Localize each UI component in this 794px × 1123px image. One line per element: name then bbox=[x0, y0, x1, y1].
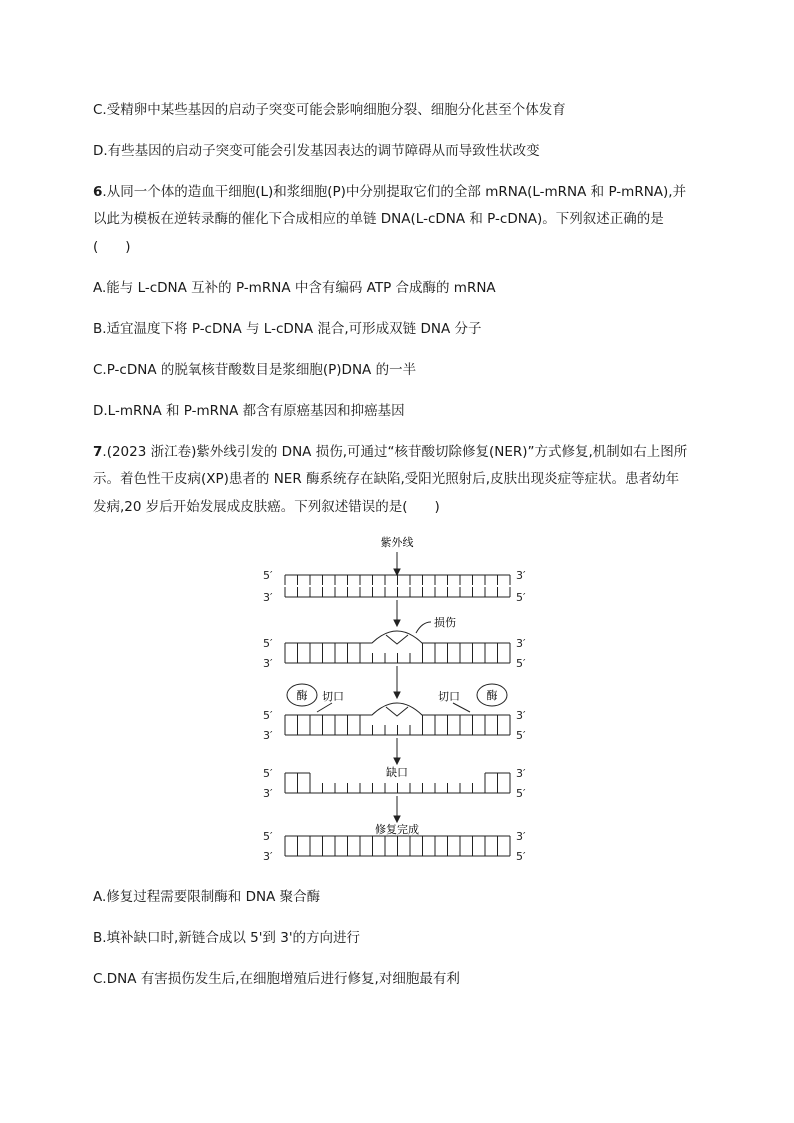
cut-left-label: 切口 bbox=[322, 690, 344, 703]
strand-end-label: 5′ bbox=[516, 729, 526, 742]
gap-label: 缺口 bbox=[386, 766, 408, 779]
thymine-dimer bbox=[386, 707, 408, 716]
strand-end-label: 5′ bbox=[263, 767, 273, 780]
uv-label: 紫外线 bbox=[380, 536, 414, 549]
strand-end-label: 3′ bbox=[263, 850, 273, 863]
damage-callout bbox=[416, 622, 431, 633]
question-7-line-1 bbox=[93, 442, 687, 462]
strand-end-label: 3′ bbox=[516, 709, 526, 722]
strand-end-label: 3′ bbox=[516, 767, 526, 780]
strand-end-label: 5′ bbox=[516, 850, 526, 863]
question-6-line-2: 以此为模板在逆转录酶的催化下合成相应的单链 DNA(L-cDNA 和 P-cDNA)。下列叙述正确的是 bbox=[93, 211, 664, 227]
strand-end-label: 3′ bbox=[263, 729, 273, 742]
cut-left-arrow bbox=[317, 703, 332, 712]
option-d-prev: D.有些基因的启动子突变可能会引发基因表达的调节障碍从而导致性状改变 bbox=[93, 143, 540, 159]
question-6-text-1: .从同一个体的造血干细胞(L)和浆细胞(P)中分别提取它们的全部 mRNA(L-mRNA 和 P-mRNA),并 bbox=[102, 184, 687, 200]
option-c-prev: C.受精卵中某些基因的启动子突变可能会影响细胞分裂、细胞分化甚至个体发育 bbox=[93, 102, 566, 118]
strand-end-label: 3′ bbox=[516, 637, 526, 650]
question-7-text-1: .(2023 浙江卷)紫外线引发的 DNA 损伤,可通过“核苷酸切除修复(NER)”方式修复,机制如右上图所 bbox=[102, 444, 688, 460]
question-7-option-b: B.填补缺口时,新链合成以 5'到 3'的方向进行 bbox=[93, 930, 361, 946]
question-7-option-c: C.DNA 有害损伤发生后,在细胞增殖后进行修复,对细胞最有利 bbox=[93, 971, 460, 987]
thymine-dimer bbox=[386, 635, 408, 644]
question-6-number: 6 bbox=[93, 184, 103, 200]
damage-label: 损伤 bbox=[434, 616, 456, 629]
question-6-option-a: A.能与 L-cDNA 互补的 P-mRNA 中含有编码 ATP 合成酶的 mRNA bbox=[93, 280, 496, 296]
strand-end-label: 5′ bbox=[516, 787, 526, 800]
question-7-option-a: A.修复过程需要限制酶和 DNA 聚合酶 bbox=[93, 889, 321, 905]
strand-end-label: 5′ bbox=[263, 569, 273, 582]
arrowhead bbox=[394, 620, 400, 626]
strand-end-label: 3′ bbox=[263, 591, 273, 604]
question-6-line-1 bbox=[93, 182, 686, 202]
arrowhead bbox=[394, 758, 400, 764]
dna-backbone bbox=[285, 631, 510, 643]
enzyme-left-label: 酶 bbox=[296, 689, 308, 702]
strand-end-label: 5′ bbox=[516, 657, 526, 670]
arrowhead bbox=[394, 692, 400, 698]
ner-repair-diagram bbox=[250, 530, 550, 870]
cut-right-label: 切口 bbox=[438, 690, 460, 703]
question-6-option-c: C.P-cDNA 的脱氧核苷酸数目是浆细胞(P)DNA 的一半 bbox=[93, 362, 417, 378]
strand-end-label: 5′ bbox=[263, 637, 273, 650]
strand-end-label: 5′ bbox=[263, 830, 273, 843]
question-6-option-d: D.L-mRNA 和 P-mRNA 都含有原癌基因和抑癌基因 bbox=[93, 403, 405, 419]
strand-end-label: 3′ bbox=[516, 569, 526, 582]
question-6-option-b: B.适宜温度下将 P-cDNA 与 L-cDNA 混合,可形成双链 DNA 分子 bbox=[93, 321, 482, 337]
strand-end-labels bbox=[263, 569, 526, 863]
strand-end-label: 3′ bbox=[516, 830, 526, 843]
strand-end-label: 3′ bbox=[263, 657, 273, 670]
dna-backbone bbox=[285, 703, 510, 715]
question-6-line-3: ( ) bbox=[93, 239, 131, 255]
arrowhead bbox=[394, 569, 400, 575]
repaired-label: 修复完成 bbox=[375, 823, 419, 836]
question-7-line-3: 发病,20 岁后开始发展成皮肤癌。下列叙述错误的是( ) bbox=[93, 499, 440, 515]
strand-end-label: 5′ bbox=[263, 709, 273, 722]
arrowhead bbox=[394, 816, 400, 822]
question-7-number: 7 bbox=[93, 444, 103, 460]
strand-end-label: 5′ bbox=[516, 591, 526, 604]
enzyme-right-label: 酶 bbox=[486, 689, 498, 702]
cut-right-arrow bbox=[453, 703, 470, 712]
strand-end-label: 3′ bbox=[263, 787, 273, 800]
question-7-line-2: 示。着色性干皮病(XP)患者的 NER 酶系统存在缺陷,受阳光照射后,皮肤出现炎症等症状。患者幼年 bbox=[93, 471, 680, 487]
